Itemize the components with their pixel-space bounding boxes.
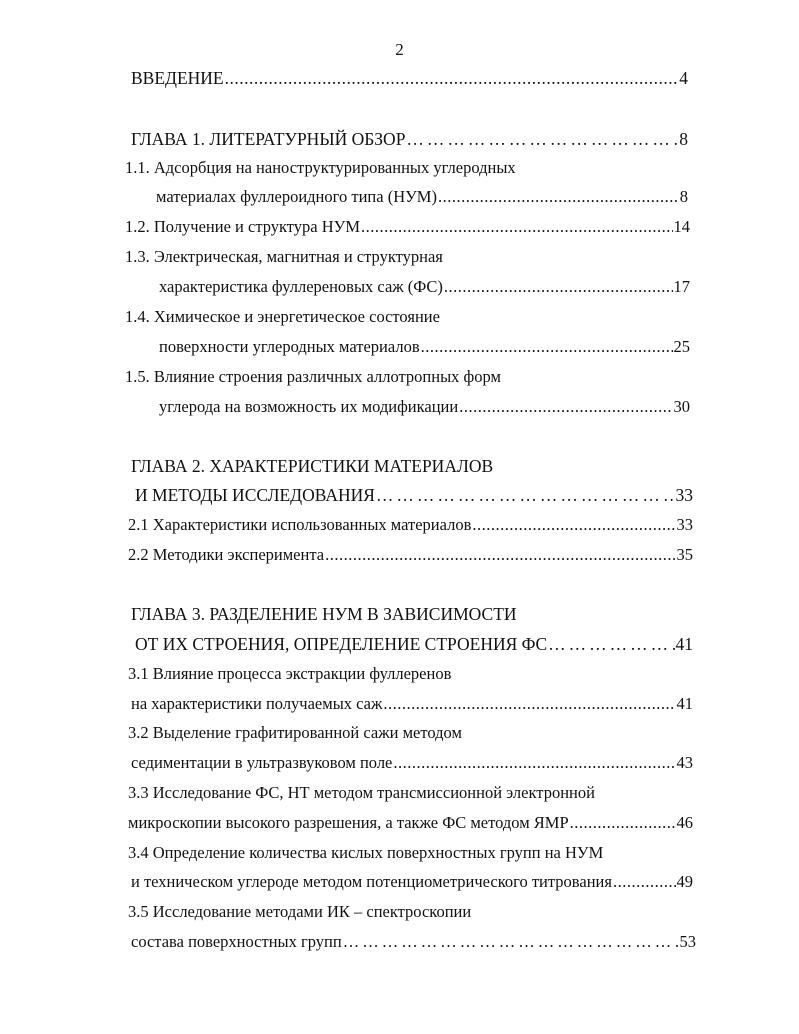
- dot-leader: [383, 693, 675, 715]
- toc-entry-1-5: [159, 396, 690, 418]
- toc-page: 33: [676, 515, 693, 534]
- toc-entry-3-1: [131, 693, 693, 715]
- toc-entry-1-2: [125, 216, 690, 238]
- toc-title: поверхности углеродных материалов: [159, 337, 420, 356]
- dot-leader: [343, 931, 679, 953]
- toc-page: 8: [679, 187, 688, 206]
- toc-entry-3-4-title: 3.4 Определение количества кислых поверхностных групп на НУМ: [128, 843, 604, 862]
- dot-leader: [325, 544, 675, 566]
- toc-entry-chapter-1: [131, 128, 688, 150]
- toc-title: ВВЕДЕНИЕ: [131, 68, 224, 88]
- toc-title: состава поверхностных групп: [131, 932, 342, 951]
- toc-page: 41: [675, 634, 693, 654]
- toc-entry-2-1: [128, 514, 693, 536]
- toc-entry-chapter-2-title: ГЛАВА 2. ХАРАКТЕРИСТИКИ МАТЕРИАЛОВ: [131, 456, 494, 476]
- toc-title: ГЛАВА 1. ЛИТЕРАТУРНЫЙ ОБЗОР: [131, 129, 406, 149]
- toc-page: 41: [676, 694, 693, 713]
- toc-title: седиментации в ультразвуковом поле: [131, 753, 393, 772]
- toc-entry-chapter-3-title: ГЛАВА 3. РАЗДЕЛЕНИЕ НУМ В ЗАВИСИМОСТИ: [131, 604, 517, 624]
- toc-page: 17: [673, 277, 690, 296]
- toc-title: ОТ ИХ СТРОЕНИЯ, ОПРЕДЕЛЕНИЕ СТРОЕНИЯ ФС: [135, 634, 548, 654]
- toc-page: 53: [679, 932, 696, 951]
- toc-page: 4: [679, 68, 688, 88]
- dot-leader: [393, 752, 675, 774]
- toc-title: материалах фуллероидного типа (НУМ): [156, 187, 437, 206]
- toc-entry-1-1-title: 1.1. Адсорбция на наноструктурированных углеродных: [125, 158, 516, 177]
- toc-page: 46: [676, 813, 693, 832]
- dot-leader: [444, 276, 673, 298]
- toc-title: 2.1 Характеристики использованных материалов: [128, 515, 472, 534]
- toc-page: 8: [679, 129, 688, 149]
- toc-entry-3-3-title: 3.3 Исследование ФС, НТ методом трансмиссионной электронной: [128, 783, 595, 802]
- page-number: 2: [395, 40, 404, 59]
- toc-title: 1.2. Получение и структура НУМ: [125, 217, 361, 236]
- toc-entry-3-2-title: 3.2 Выделение графитированной сажи методом: [128, 723, 462, 742]
- dot-leader: [613, 871, 676, 893]
- toc-title: на характеристики получаемых саж: [131, 694, 383, 713]
- toc-entry-3-1-title: 3.1 Влияние процесса экстракции фуллеренов: [128, 664, 452, 683]
- dot-leader: [438, 186, 679, 208]
- toc-entry-introduction: [131, 67, 688, 89]
- toc-title: И МЕТОДЫ ИССЛЕДОВАНИЯ: [135, 485, 375, 505]
- toc-entry-chapter-2: [135, 484, 693, 506]
- dot-leader: [570, 812, 676, 834]
- toc-title: микроскопии высокого разрешения, а также ФС методом ЯМР: [128, 813, 569, 832]
- toc-page: 43: [676, 753, 693, 772]
- dot-leader: [459, 396, 672, 418]
- dot-leader: [376, 484, 675, 506]
- toc-entry-chapter-3: [135, 633, 693, 655]
- toc-title: углерода на возможность их модификации: [159, 397, 459, 416]
- toc-page: 14: [673, 217, 690, 236]
- toc-page: 49: [676, 872, 693, 891]
- toc-title: и техническом углероде методом потенциометрического титрования: [131, 872, 612, 891]
- toc-page: 25: [673, 337, 690, 356]
- dot-leader: [421, 336, 673, 358]
- toc-entry-3-5-title: 3.5 Исследование методами ИК – спектроскопии: [128, 902, 472, 921]
- toc-entry-3-3: [128, 812, 693, 834]
- dot-leader: [472, 514, 675, 536]
- toc-entry-1-5-title: 1.5. Влияние строения различных аллотропных форм: [125, 367, 501, 386]
- toc-entry-1-4-title: 1.4. Химическое и энергетическое состояние: [125, 307, 440, 326]
- dot-leader: [548, 633, 674, 655]
- toc-entry-3-2: [131, 752, 693, 774]
- toc-entry-3-5: [131, 931, 696, 953]
- toc-entry-3-4: [131, 871, 693, 893]
- toc-page: 35: [676, 545, 693, 564]
- dot-leader: [406, 128, 678, 150]
- toc-entry-1-4: [159, 336, 690, 358]
- toc-entry-1-3-title: 1.3. Электрическая, магнитная и структурная: [125, 247, 443, 266]
- toc-page: 33: [675, 485, 693, 505]
- toc-title: характеристика фуллереновых саж (ФС): [159, 277, 443, 296]
- toc-entry-1-1: [156, 186, 688, 208]
- toc-entry-1-3: [159, 276, 690, 298]
- toc-title: 2.2 Методики эксперимента: [128, 545, 325, 564]
- dot-leader: [361, 216, 672, 238]
- toc-entry-2-2: [128, 544, 693, 566]
- dot-leader: [225, 67, 679, 89]
- toc-page: 30: [673, 397, 690, 416]
